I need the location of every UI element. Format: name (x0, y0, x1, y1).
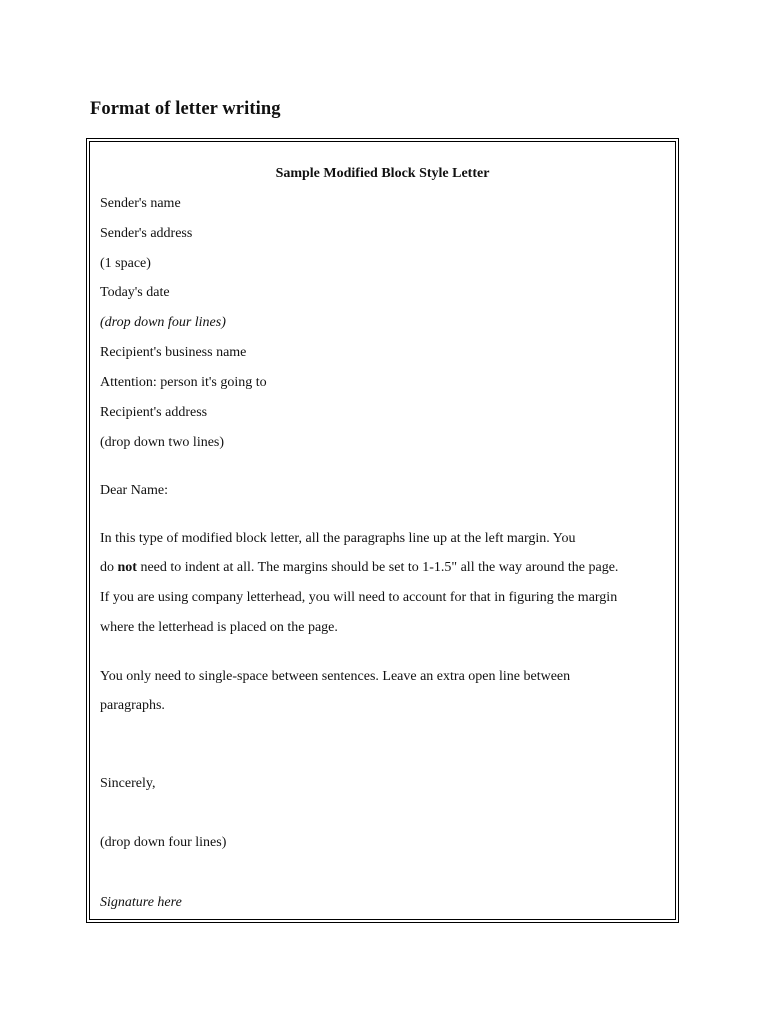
sender-name: Sender's name (100, 196, 181, 211)
salutation: Dear Name: (100, 483, 169, 498)
paragraph-1-line-4: where the letterhead is placed on the page. (100, 620, 338, 635)
paragraph-1-line-1: In this type of modified block letter, all the paragraphs line up at the left margin. You (100, 531, 576, 546)
emphasis-not: not (117, 560, 137, 575)
paragraph-1-line-3: If you are using company letterhead, you will need to account for that in figuring the margin (100, 590, 618, 605)
recipient-business-name: Recipient's business name (100, 345, 247, 360)
paragraph-1-line-2-start: do (100, 560, 118, 575)
letter-box (89, 141, 676, 920)
page-title: Format of letter writing (90, 99, 281, 119)
todays-date: Today's date (100, 285, 170, 300)
paragraph-2-line-1: You only need to single-space between sentences. Leave an extra open line between (100, 669, 571, 684)
drop-four-lines-note-2: (drop down four lines) (100, 835, 227, 850)
recipient-address: Recipient's address (100, 405, 208, 420)
sender-address: Sender's address (100, 226, 193, 241)
closing: Sincerely, (100, 776, 156, 791)
drop-two-lines-note: (drop down two lines) (100, 435, 225, 450)
paragraph-1-line-2-end: need to indent at all. The margins should be set to 1-1.5" all the way around the page. (136, 560, 619, 575)
drop-four-lines-note: (drop down four lines) (100, 315, 226, 330)
letter-heading: Sample Modified Block Style Letter (275, 166, 490, 181)
signature-placeholder: Signature here (100, 895, 182, 910)
paragraph-1-line-2 (100, 560, 618, 576)
paragraph-2-line-2: paragraphs. (100, 698, 165, 713)
space-note: (1 space) (100, 256, 151, 271)
attention-line: Attention: person it's going to (100, 375, 267, 390)
